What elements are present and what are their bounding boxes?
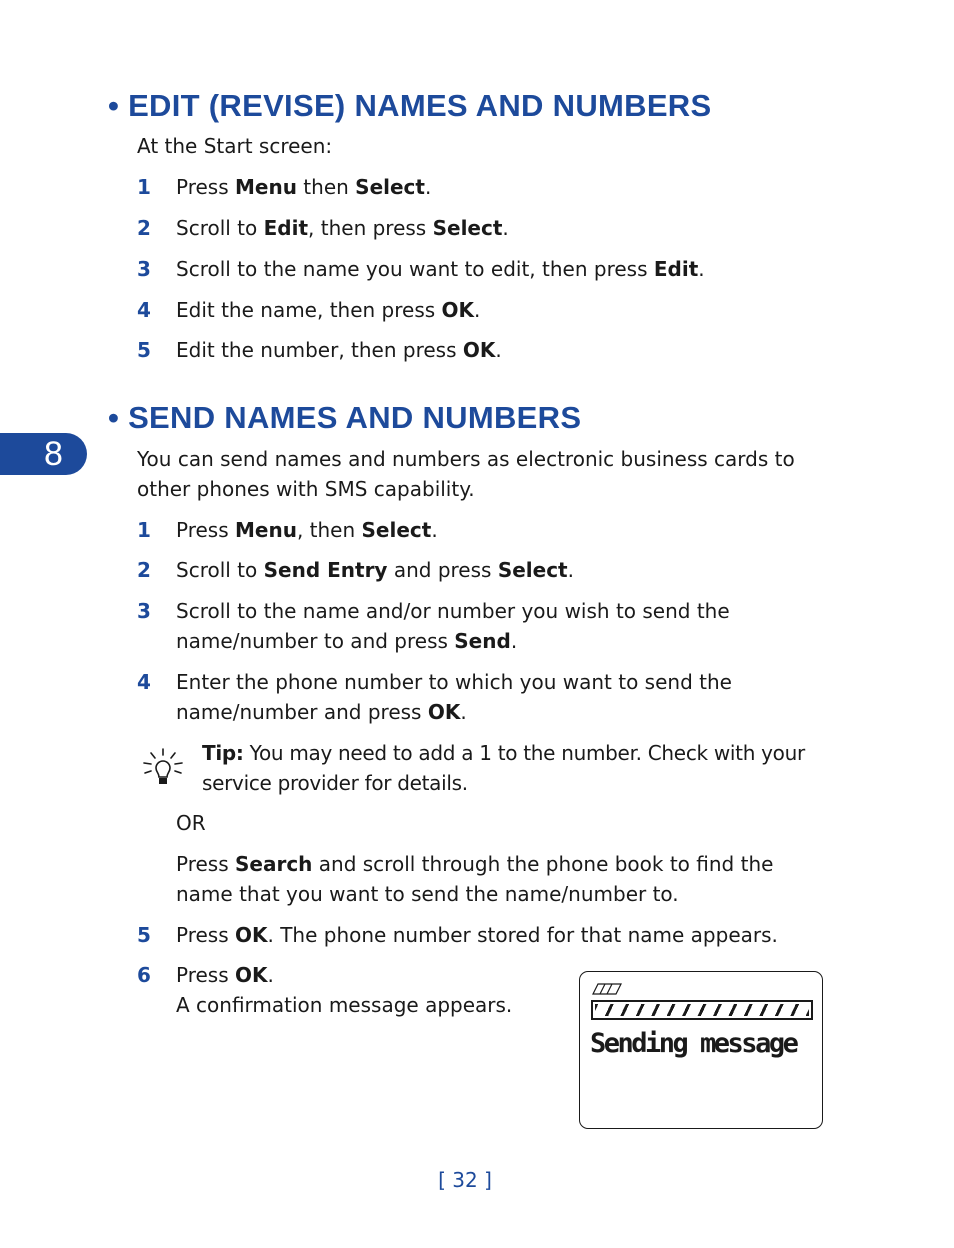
start-screen-intro: At the Start screen:: [137, 134, 333, 158]
step-text: Scroll to Send Entry and press Select.: [176, 558, 574, 582]
step-text: Scroll to the name you want to edit, then press Edit.: [176, 257, 705, 281]
step-text: Press OK. The phone number stored for that name appears.: [176, 923, 778, 947]
progress-fill: [595, 1004, 809, 1016]
tip-label: Tip:: [202, 741, 244, 765]
step-number: 3: [137, 257, 151, 281]
chapter-tab: 8: [0, 433, 87, 475]
step-number: 4: [137, 670, 151, 694]
step-number: 5: [137, 338, 151, 362]
step-text: Edit the name, then press OK.: [176, 298, 481, 322]
send-intro: You can send names and numbers as electronic business cards to other phones with SMS capability.: [137, 447, 795, 501]
step-text: Press Menu then Select.: [176, 175, 432, 199]
section-heading-edit: • EDIT (REVISE) NAMES AND NUMBERS: [108, 88, 712, 123]
step-text: Press Menu, then Select.: [176, 518, 438, 542]
phone-display: [579, 971, 823, 1129]
step-text: Edit the number, then press OK.: [176, 338, 502, 362]
step-text: Scroll to Edit, then press Select.: [176, 216, 509, 240]
step-number: 2: [137, 216, 151, 240]
page-number: [ 32 ]: [438, 1168, 492, 1192]
step-text: Scroll to the name and/or number you wish to send the name/number to and press Send.: [176, 599, 730, 653]
step-number: 1: [137, 518, 151, 542]
step-number: 4: [137, 298, 151, 322]
tip-text: You may need to add a 1 to the number. Check with your service provider for details.: [202, 741, 805, 795]
step-number: 5: [137, 923, 151, 947]
step-text: Press OK.: [176, 963, 274, 987]
step-number: 2: [137, 558, 151, 582]
tip-note: [202, 738, 832, 798]
step-number: 1: [137, 175, 151, 199]
step-number: 3: [137, 599, 151, 623]
sending-message-text: Sending message: [590, 1028, 797, 1059]
signal-indicator-icon: [592, 983, 622, 995]
step-number: 6: [137, 963, 151, 987]
progress-bar: [591, 1000, 813, 1020]
step-text: Press Search and scroll through the phone book to find the name that you want to send the name/number to.: [176, 852, 774, 906]
step-text: Enter the phone number to which you want to send the name/number and press OK.: [176, 670, 732, 724]
section-heading-send: • SEND NAMES AND NUMBERS: [108, 400, 582, 435]
lightbulb-icon: [141, 748, 185, 788]
